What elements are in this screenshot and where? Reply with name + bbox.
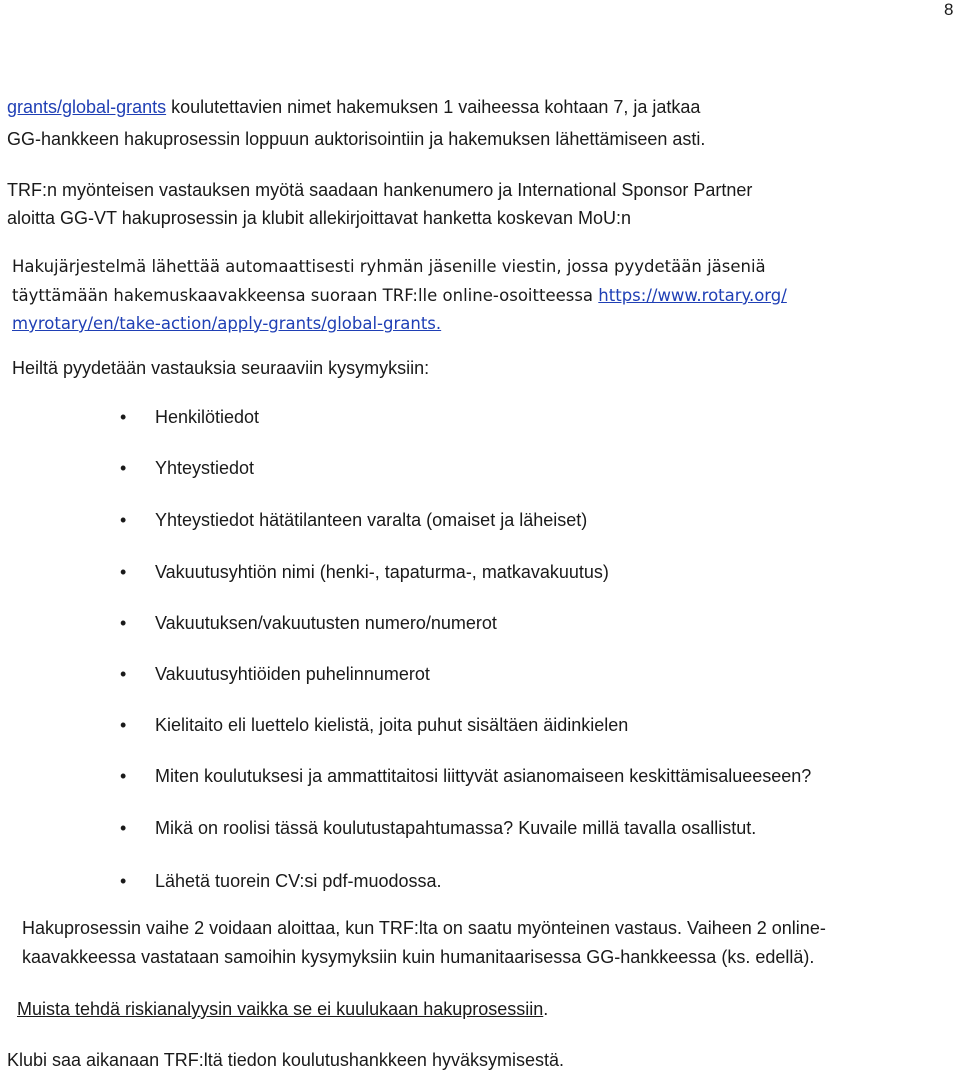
paragraph-1-line-1-text: koulutettavien nimet hakemuksen 1 vaiheessa kohtaan 7, ja jatkaa [166, 97, 701, 117]
risk-analysis-end: . [543, 999, 549, 1019]
page-number: 8 [944, 0, 954, 19]
questions-heading: Heiltä pyydetään vastauksia seuraaviin kysymyksiin: [12, 358, 430, 378]
question-item: • Vakuutuksen/vakuutusten numero/numerot [120, 609, 497, 637]
paragraph-4-line-1: Hakuprosessin vaihe 2 voidaan aloittaa, kun TRF:lta on saatu myönteinen vastaus. Vaiheen 2 online- [22, 918, 826, 938]
paragraph-3-line-3 [12, 310, 441, 338]
rotary-url-link[interactable]: https://www.rotary.org/ [598, 286, 787, 305]
bullet-icon: • [120, 664, 127, 684]
paragraph-3-line-2 [12, 282, 787, 310]
rotary-url-link-continued[interactable]: myrotary/en/take-action/apply-grants/global-grants. [12, 314, 442, 333]
question-item: • Vakuutusyhtiön nimi (henki-, tapaturma-, matkavakuutus) [120, 558, 609, 586]
risk-analysis-reminder [17, 995, 548, 1023]
question-item: • Vakuutusyhtiöiden puhelinnumerot [120, 660, 430, 688]
question-item: • Miten koulutuksesi ja ammattitaitosi liittyvät asianomaiseen keskittämisalueeseen? [120, 762, 811, 790]
question-item: • Mikä on roolisi tässä koulutustapahtumassa? Kuvaile millä tavalla osallistut. [120, 814, 756, 842]
global-grants-link[interactable]: grants/global-grants [7, 97, 167, 117]
bullet-icon: • [120, 715, 127, 735]
question-item: • Henkilötiedot [120, 403, 259, 431]
paragraph-3-line-1: Hakujärjestelmä lähettää automaattisesti ryhmän jäsenille viestin, jossa pyydetään jäseniä [12, 257, 766, 276]
paragraph-1-line-1 [7, 92, 700, 123]
bullet-icon: • [120, 407, 127, 427]
paragraph-4-line-2: kaavakkeessa vastataan samoihin kysymyksiin kuin humanitaarisessa GG-hankkeessa (ks. edellä). [22, 947, 815, 967]
bullet-icon: • [120, 613, 127, 633]
paragraph-2-line-1: TRF:n myönteisen vastauksen myötä saadaan hankenumero ja International Sponsor Partner [7, 180, 753, 200]
bullet-icon: • [120, 562, 127, 582]
question-item: • Yhteystiedot [120, 454, 254, 482]
question-item: • Yhteystiedot hätätilanteen varalta (omaiset ja läheiset) [120, 506, 587, 534]
bullet-icon: • [120, 871, 127, 891]
bullet-icon: • [120, 766, 127, 786]
paragraph-1-line-2: GG-hankkeen hakuprosessin loppuun auktorisointiin ja hakemuksen lähettämiseen asti. [7, 129, 706, 149]
risk-analysis-text: Muista tehdä riskianalyysin vaikka se ei kuulukaan hakuprosessiin [17, 999, 544, 1019]
closing-note: Klubi saa aikanaan TRF:ltä tiedon koulutushankkeen hyväksymisestä. [7, 1050, 564, 1070]
bullet-icon: • [120, 818, 127, 838]
paragraph-2-line-2: aloitta GG-VT hakuprosessin ja klubit allekirjoittavat hanketta koskevan MoU:n [7, 208, 631, 228]
question-item: • Kielitaito eli luettelo kielistä, joita puhut sisältäen äidinkielen [120, 711, 628, 739]
question-item: • Lähetä tuorein CV:si pdf-muodossa. [120, 867, 442, 895]
bullet-icon: • [120, 458, 127, 478]
paragraph-3-line-2-text: täyttämään hakemuskaavakkeensa suoraan TRF:lle online-osoitteessa [12, 286, 599, 305]
bullet-icon: • [120, 510, 127, 530]
